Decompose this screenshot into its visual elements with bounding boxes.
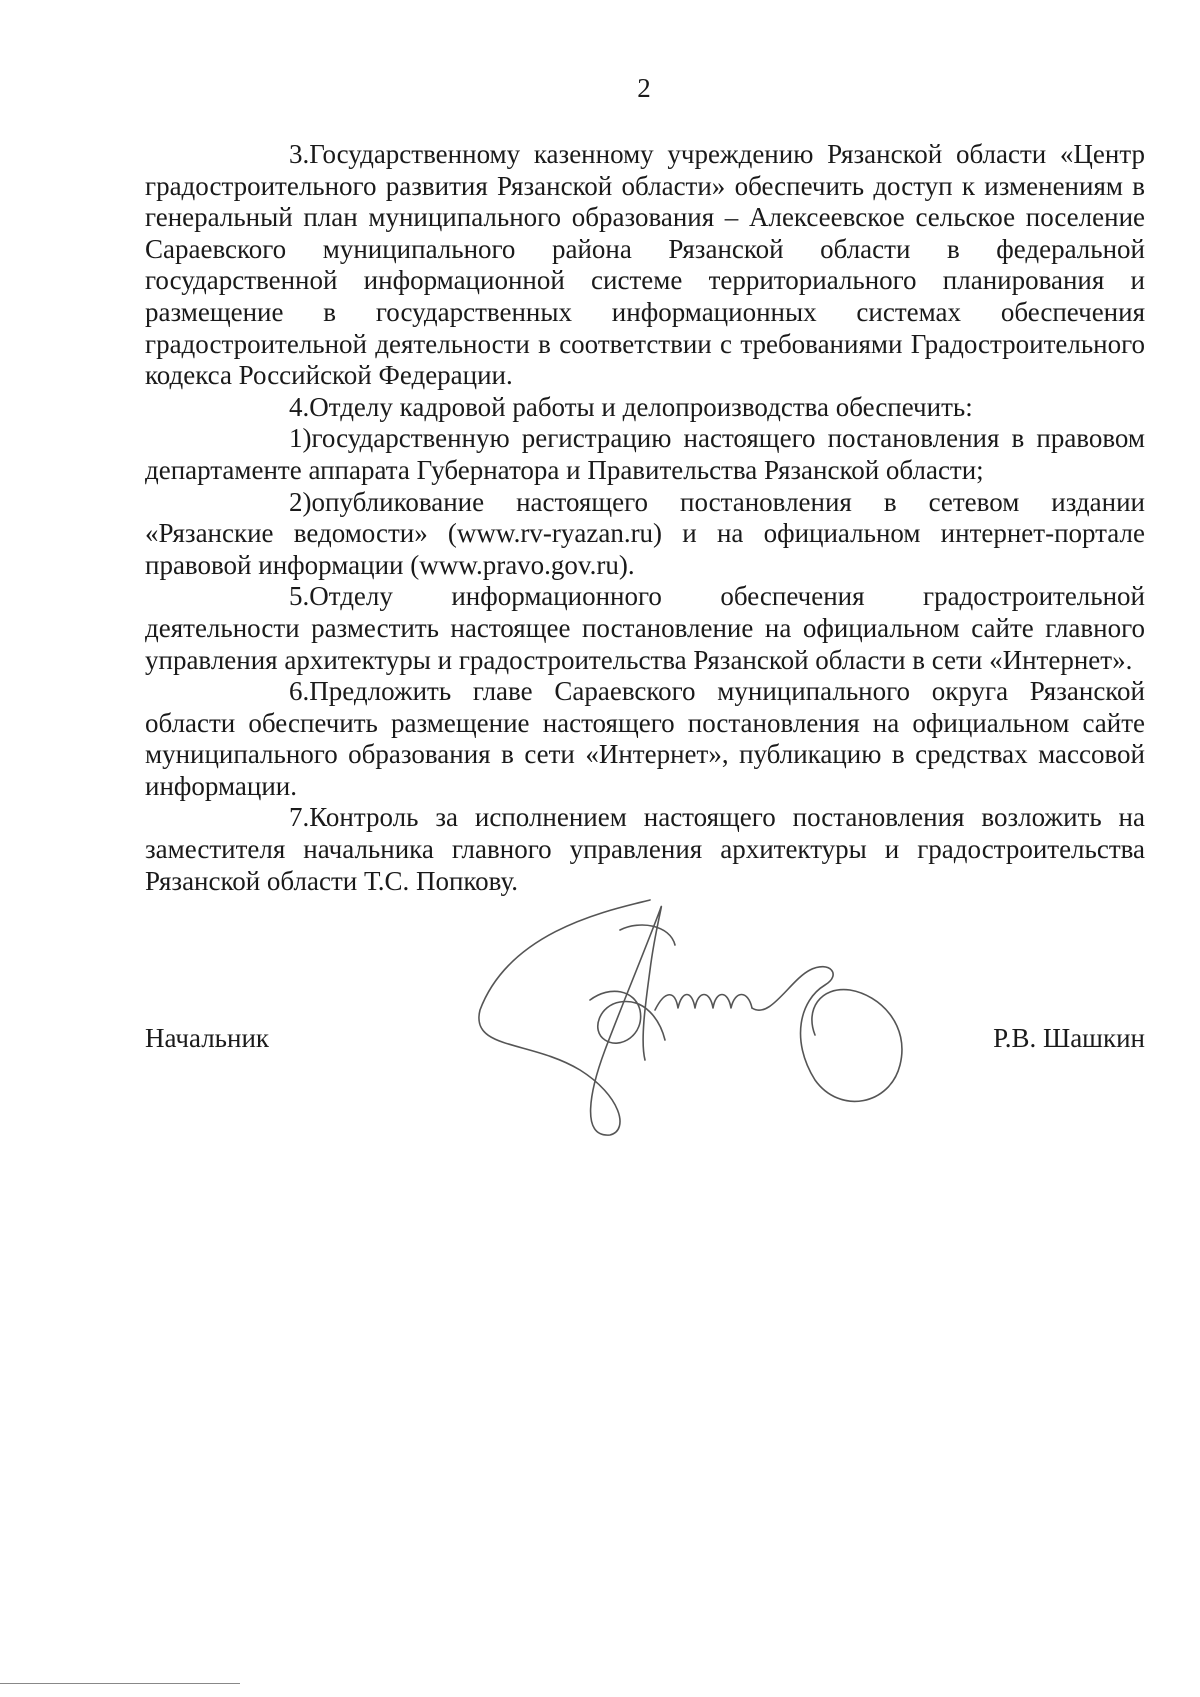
signer-position: Начальник — [145, 1023, 270, 1053]
handwritten-signature — [470, 890, 950, 1140]
signer-name: Р.В. Шашкин — [993, 1023, 1145, 1053]
paragraph-7 — [145, 802, 1145, 897]
paragraph-text: Отделу информационного обеспечения градостроительной деятельности разместить настоящее постановление на официальном сайте главного управления архитектуры и градостроительства Рязанской области в сети «Интернет». — [145, 581, 1145, 675]
paragraph-4-1 — [145, 423, 1145, 486]
paragraph-number: 3. — [289, 139, 310, 169]
document-body — [145, 139, 1145, 897]
paragraph-text: государственную регистрацию настоящего постановления в правовом департаменте аппарата Губернатора и Правительства Рязанской области; — [145, 423, 1145, 485]
paragraph-text: Предложить главе Сараевского муниципального округа Рязанской области обеспечить размещение настоящего постановления на официальном сайте муниципального образования в сети «Интернет», публикацию в средствах массовой информации. — [145, 676, 1145, 801]
paragraph-text: Отделу кадровой работы и делопроизводства обеспечить: — [309, 391, 973, 422]
paragraph-3 — [145, 139, 1145, 392]
paragraph-text: Государственному казенному учреждению Рязанской области «Центр градостроительного развития Рязанской области» обеспечить доступ к изменениям в генеральный план муниципального образования – Алексеевское сельское поселение Сараевского муниципального района Рязанской области в федеральной государственной информационной системе территориального планирования и размещение в государственных информационных системах обеспечения градостроительной деятельности в соответствии с требованиями Градостроительного кодекса Российской Федерации. — [145, 139, 1145, 391]
paragraph-4 — [145, 392, 1145, 424]
signature-block — [145, 1022, 1145, 1062]
scan-edge-line — [0, 1683, 240, 1684]
paragraph-4-2 — [145, 487, 1145, 582]
paragraph-number: 1) — [289, 423, 312, 454]
page-number: 2 — [637, 73, 651, 103]
paragraph-number: 5. — [289, 581, 310, 612]
paragraph-6 — [145, 676, 1145, 802]
paragraph-number: 4. — [289, 391, 310, 422]
paragraph-number: 6. — [289, 676, 310, 707]
paragraph-5 — [145, 581, 1145, 676]
paragraph-text: опубликование настоящего постановления в сетевом издании «Рязанские ведомости» (www.rv-ryazan.ru) и на официальном интернет-портале правовой информации (www.pravo.gov.ru). — [145, 486, 1145, 580]
paragraph-number: 2) — [289, 486, 312, 517]
paragraph-text: Контроль за исполнением настоящего постановления возложить на заместителя начальника главного управления архитектуры и градостроительства Рязанской области Т.С. Попкову. — [145, 802, 1145, 896]
paragraph-number: 7. — [289, 802, 310, 833]
